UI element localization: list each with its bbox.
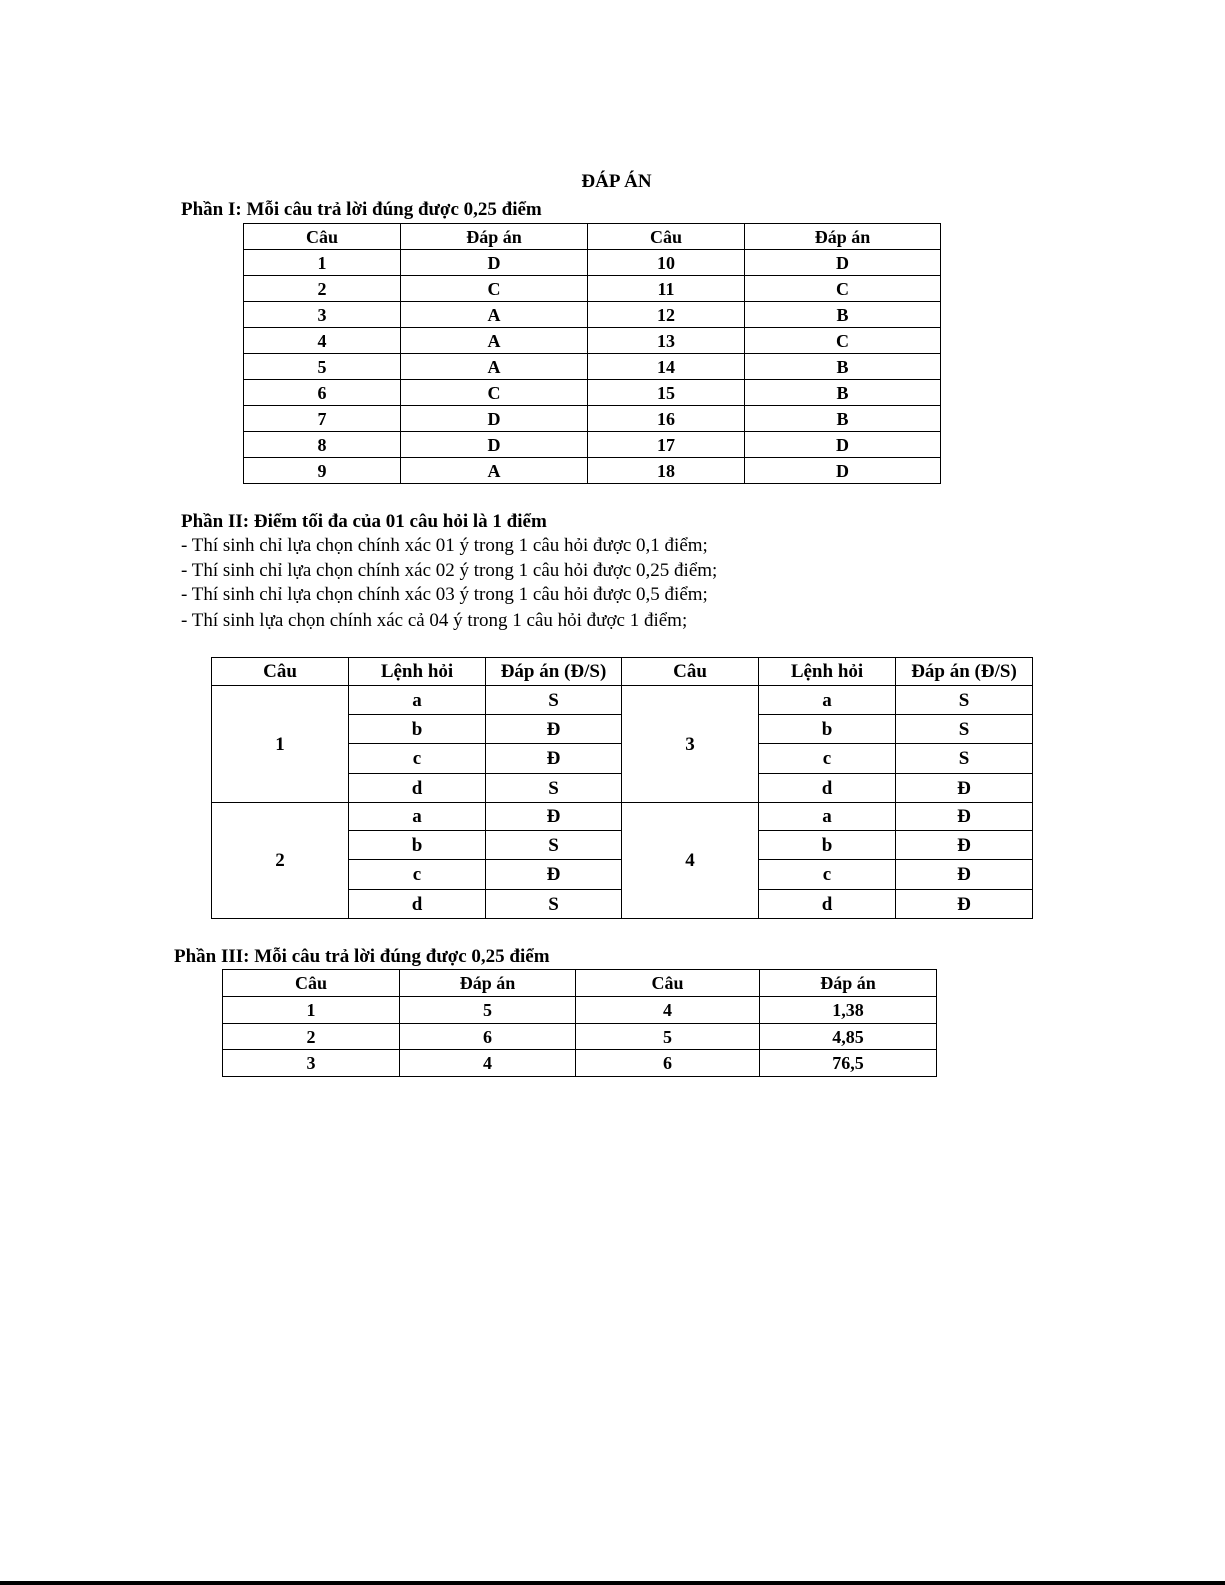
header-cell: Đáp án bbox=[400, 970, 576, 997]
table-cell: C bbox=[745, 328, 941, 354]
table-cell: S bbox=[486, 774, 622, 803]
table-row bbox=[244, 406, 941, 432]
table-cell: S bbox=[896, 744, 1033, 774]
table-cell: 1 bbox=[244, 250, 401, 276]
table-cell: 7 bbox=[244, 406, 401, 432]
table-cell: 3 bbox=[223, 1050, 400, 1077]
table-cell: 2 bbox=[244, 276, 401, 302]
table-row bbox=[212, 686, 1033, 715]
table-cell: a bbox=[759, 686, 896, 715]
table-row bbox=[244, 328, 941, 354]
table-cell: D bbox=[745, 432, 941, 458]
table-cell: 17 bbox=[588, 432, 745, 458]
table-cell: 3 bbox=[244, 302, 401, 328]
table-cell: d bbox=[349, 774, 486, 803]
table-cell: d bbox=[349, 890, 486, 919]
table-cell: 16 bbox=[588, 406, 745, 432]
table-cell: 2 bbox=[223, 1024, 400, 1050]
table-cell: d bbox=[759, 774, 896, 803]
table-cell: c bbox=[349, 860, 486, 890]
table-cell: a bbox=[349, 686, 486, 715]
table-cell: a bbox=[349, 803, 486, 831]
table-cell: B bbox=[745, 354, 941, 380]
table-cell: b bbox=[349, 831, 486, 860]
table-row bbox=[244, 250, 941, 276]
table-row bbox=[223, 1024, 937, 1050]
table-cell: c bbox=[759, 744, 896, 774]
table-cell: 18 bbox=[588, 458, 745, 484]
table-cell: S bbox=[896, 715, 1033, 744]
table-cell: Đ bbox=[486, 860, 622, 890]
header-cell: Câu bbox=[622, 658, 759, 686]
table-cell: D bbox=[745, 458, 941, 484]
table-cell: Đ bbox=[896, 860, 1033, 890]
table-cell: C bbox=[401, 276, 588, 302]
header-cell: Câu bbox=[223, 970, 400, 997]
table-cell: 1,38 bbox=[760, 997, 937, 1024]
part2-table bbox=[211, 657, 1033, 919]
table-cell: a bbox=[759, 803, 896, 831]
table-cell: 14 bbox=[588, 354, 745, 380]
table-header-row bbox=[212, 658, 1033, 686]
table-cell: C bbox=[401, 380, 588, 406]
table-cell: d bbox=[759, 890, 896, 919]
part2-rule: - Thí sinh chỉ lựa chọn chính xác 01 ý trong 1 câu hỏi được 0,1 điểm; bbox=[181, 535, 708, 556]
header-cell: Lệnh hỏi bbox=[349, 658, 486, 686]
header-cell: Câu bbox=[244, 224, 401, 250]
table-cell: A bbox=[401, 354, 588, 380]
table-cell: 8 bbox=[244, 432, 401, 458]
table-cell: Đ bbox=[486, 803, 622, 831]
table-row bbox=[244, 302, 941, 328]
header-cell: Lệnh hỏi bbox=[759, 658, 896, 686]
table-cell: D bbox=[401, 432, 588, 458]
header-cell: Đáp án bbox=[745, 224, 941, 250]
table-cell: c bbox=[349, 744, 486, 774]
table-cell: S bbox=[486, 831, 622, 860]
table-row bbox=[244, 354, 941, 380]
table-cell: b bbox=[759, 831, 896, 860]
table-cell: Đ bbox=[486, 744, 622, 774]
table-cell: 12 bbox=[588, 302, 745, 328]
table-cell: b bbox=[349, 715, 486, 744]
table-cell: 4 bbox=[576, 997, 760, 1024]
table-cell: C bbox=[745, 276, 941, 302]
table-cell: D bbox=[401, 406, 588, 432]
table-cell: A bbox=[401, 328, 588, 354]
table-cell: Đ bbox=[486, 715, 622, 744]
table-row bbox=[244, 432, 941, 458]
table-cell: Đ bbox=[896, 890, 1033, 919]
table-row bbox=[244, 276, 941, 302]
question-number-cell: 1 bbox=[212, 686, 349, 803]
table-header-row bbox=[244, 224, 941, 250]
table-cell: 9 bbox=[244, 458, 401, 484]
header-cell: Đáp án (Đ/S) bbox=[486, 658, 622, 686]
header-cell: Câu bbox=[212, 658, 349, 686]
part2-rule: - Thí sinh chỉ lựa chọn chính xác 03 ý trong 1 câu hỏi được 0,5 điểm; bbox=[181, 584, 708, 605]
table-row bbox=[244, 380, 941, 406]
page-bottom-border bbox=[0, 1581, 1225, 1585]
header-cell: Câu bbox=[576, 970, 760, 997]
table-cell: B bbox=[745, 406, 941, 432]
table-cell: c bbox=[759, 860, 896, 890]
table-row bbox=[212, 803, 1033, 831]
table-cell: D bbox=[745, 250, 941, 276]
table-header-row bbox=[223, 970, 937, 997]
table-cell: Đ bbox=[896, 803, 1033, 831]
table-cell: S bbox=[896, 686, 1033, 715]
table-row bbox=[244, 458, 941, 484]
part2-rule: - Thí sinh chỉ lựa chọn chính xác 02 ý trong 1 câu hỏi được 0,25 điểm; bbox=[181, 560, 718, 581]
table-cell: 5 bbox=[244, 354, 401, 380]
table-cell: A bbox=[401, 302, 588, 328]
table-cell: 13 bbox=[588, 328, 745, 354]
table-cell: 4 bbox=[400, 1050, 576, 1077]
table-cell: B bbox=[745, 302, 941, 328]
header-cell: Câu bbox=[588, 224, 745, 250]
table-cell: S bbox=[486, 890, 622, 919]
table-cell: A bbox=[401, 458, 588, 484]
part1-heading: Phần I: Mỗi câu trả lời đúng được 0,25 điểm bbox=[181, 199, 542, 220]
table-cell: 4,85 bbox=[760, 1024, 937, 1050]
table-cell: 5 bbox=[400, 997, 576, 1024]
part1-table bbox=[243, 223, 941, 484]
table-row bbox=[223, 997, 937, 1024]
table-row bbox=[223, 1050, 937, 1077]
table-cell: b bbox=[759, 715, 896, 744]
header-cell: Đáp án (Đ/S) bbox=[896, 658, 1033, 686]
table-cell: D bbox=[401, 250, 588, 276]
table-cell: 6 bbox=[576, 1050, 760, 1077]
table-cell: S bbox=[486, 686, 622, 715]
question-number-cell: 4 bbox=[622, 803, 759, 919]
header-cell: Đáp án bbox=[401, 224, 588, 250]
table-cell: 5 bbox=[576, 1024, 760, 1050]
table-cell: Đ bbox=[896, 774, 1033, 803]
question-number-cell: 2 bbox=[212, 803, 349, 919]
part2-rule: - Thí sinh lựa chọn chính xác cả 04 ý trong 1 câu hỏi được 1 điểm; bbox=[181, 610, 688, 631]
table-cell: Đ bbox=[896, 831, 1033, 860]
page-title: ĐÁP ÁN bbox=[581, 171, 652, 192]
table-cell: B bbox=[745, 380, 941, 406]
table-cell: 6 bbox=[244, 380, 401, 406]
table-cell: 1 bbox=[223, 997, 400, 1024]
question-number-cell: 3 bbox=[622, 686, 759, 803]
header-cell: Đáp án bbox=[760, 970, 937, 997]
table-cell: 11 bbox=[588, 276, 745, 302]
part2-heading: Phần II: Điểm tối đa của 01 câu hỏi là 1 điểm bbox=[181, 511, 547, 532]
table-cell: 15 bbox=[588, 380, 745, 406]
table-cell: 6 bbox=[400, 1024, 576, 1050]
table-cell: 10 bbox=[588, 250, 745, 276]
table-cell: 76,5 bbox=[760, 1050, 937, 1077]
table-cell: 4 bbox=[244, 328, 401, 354]
part3-heading: Phần III: Mỗi câu trả lời đúng được 0,25 điểm bbox=[174, 946, 550, 967]
part3-table bbox=[222, 969, 937, 1077]
